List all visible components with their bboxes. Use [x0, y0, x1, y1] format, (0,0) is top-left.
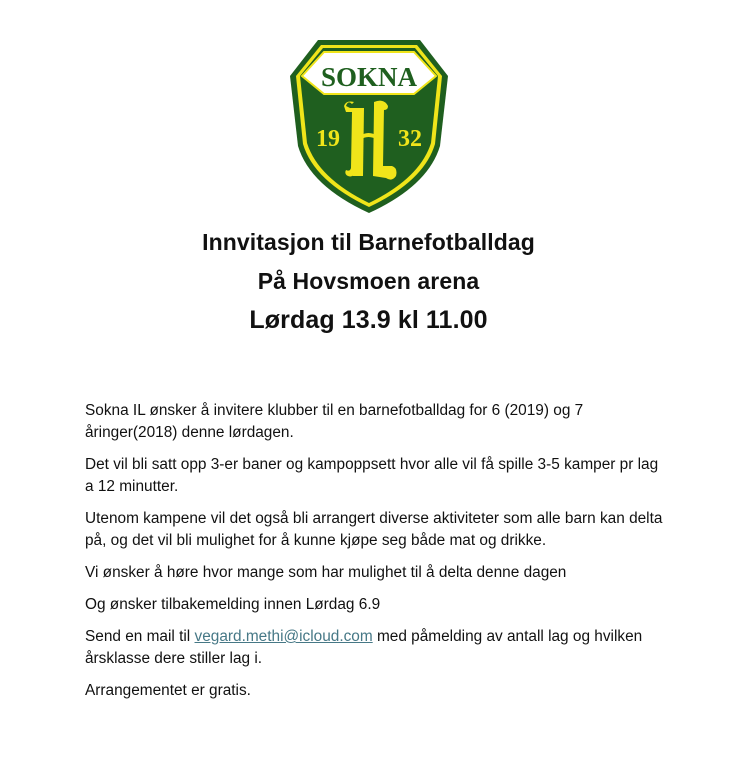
- club-logo: [288, 36, 450, 214]
- logo-club-name: SOKNA: [320, 62, 418, 92]
- event-datetime: Lørdag 13.9 kl 11.00: [249, 306, 488, 334]
- paragraph-invite: Sokna IL ønsker å invitere klubber til en barnefotballdag for 6 (2019) og 7 åringer(2018) denne lørdagen.: [85, 402, 584, 441]
- logo-year-right: 32: [398, 126, 422, 152]
- sokna-shield-icon: [288, 36, 450, 214]
- contact-text-before: Send en mail til: [85, 628, 195, 645]
- paragraph-format: Det vil bli satt opp 3-er baner og kampoppsett hvor alle vil få spille 3-5 kamper pr lag a 12 minutter.: [85, 456, 659, 495]
- event-location: På Hovsmoen arena: [257, 268, 480, 294]
- invitation-body: [85, 400, 665, 712]
- contact-email-link[interactable]: vegard.methi@icloud.com: [194, 628, 373, 645]
- paragraph-contact: [85, 626, 665, 670]
- invitation-title: Innvitasjon til Barnefotballdag: [202, 229, 535, 255]
- contact-text-after: med påmelding av antall lag og hvilken årsklasse dere stiller lag i.: [85, 628, 643, 667]
- paragraph-deadline: Og ønsker tilbakemelding innen Lørdag 6.9: [85, 596, 381, 613]
- paragraph-attendance: Vi ønsker å høre hvor mange som har mulighet til å delta denne dagen: [85, 564, 567, 581]
- logo-year-left: 19: [316, 126, 340, 152]
- paragraph-free: Arrangementet er gratis.: [85, 682, 251, 699]
- invitation-headings: [0, 228, 737, 345]
- paragraph-activities: Utenom kampene vil det også bli arrangert diverse aktiviteter som alle barn kan delta på, og det vil bli mulighet for å kunne kjøpe seg både mat og drikke.: [85, 510, 663, 549]
